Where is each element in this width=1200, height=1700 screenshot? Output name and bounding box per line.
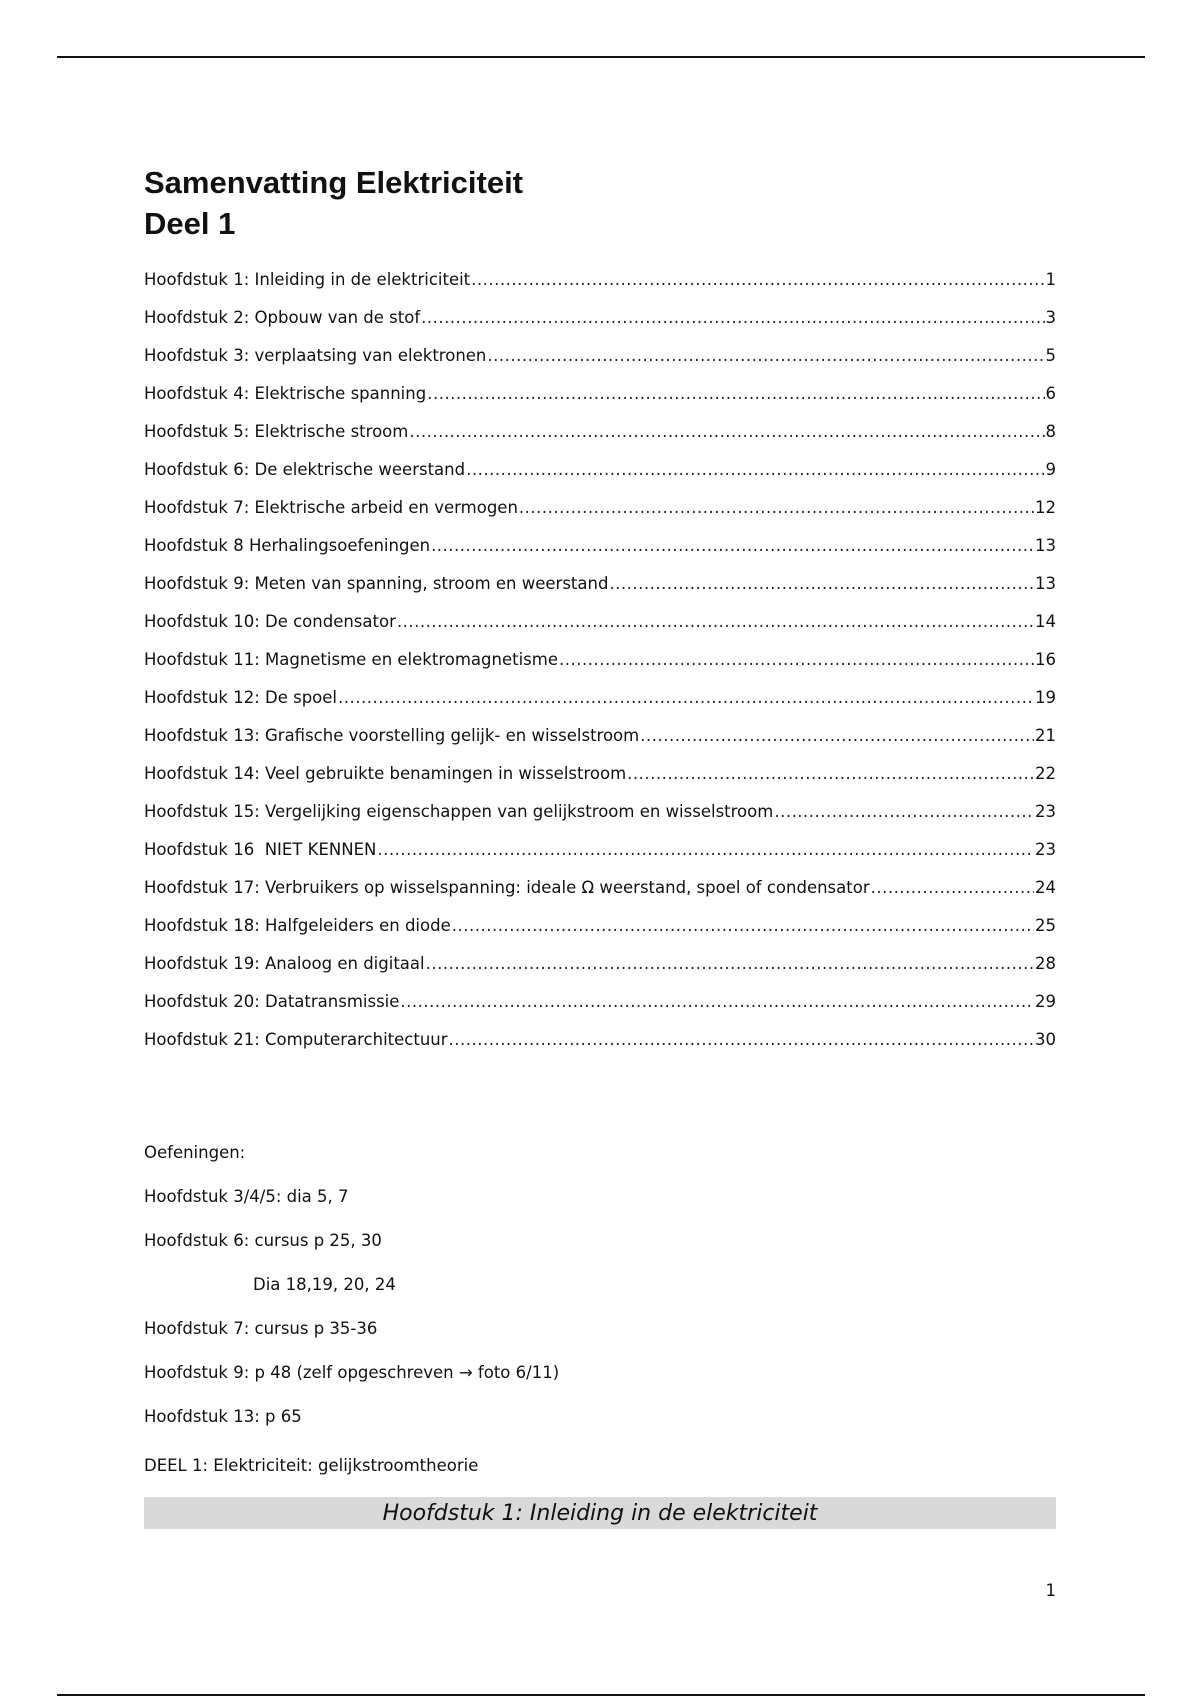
part-label: DEEL 1: Elektriciteit: gelijkstroomtheorie: [144, 1456, 479, 1475]
toc-entry-title: Hoofdstuk 16 NIET KENNEN: [144, 840, 377, 859]
exercise-line: Hoofdstuk 3/4/5: dia 5, 7: [144, 1187, 349, 1206]
toc-entry-title: Hoofdstuk 13: Grafische voorstelling gelijk- en wisselstroom: [144, 726, 640, 745]
toc-entry-page: 29: [1035, 992, 1056, 1011]
toc-entry-title: Hoofdstuk 7: Elektrische arbeid en vermogen: [144, 498, 518, 517]
toc-entry[interactable]: [144, 409, 1056, 447]
toc-entry-title: Hoofdstuk 1: Inleiding in de elektriciteit: [144, 270, 471, 289]
toc-entry-page: 1: [1045, 270, 1056, 289]
exercise-line-indented: Dia 18,19, 20, 24: [253, 1275, 396, 1294]
toc-entry-page: 3: [1045, 308, 1056, 327]
toc-entry-title: Hoofdstuk 5: Elektrische stroom: [144, 422, 409, 441]
toc-leader-dots: [559, 650, 1034, 670]
toc-entry-page: 22: [1035, 764, 1056, 783]
bottom-rule: [57, 1694, 1145, 1696]
toc-entry-page: 13: [1035, 574, 1056, 593]
page-number: 1: [1045, 1581, 1056, 1600]
toc-entry-title: Hoofdstuk 10: De condensator: [144, 612, 396, 631]
toc-leader-dots: [426, 954, 1034, 974]
toc-entry-title: Hoofdstuk 12: De spoel: [144, 688, 338, 707]
exercise-line: Hoofdstuk 13: p 65: [144, 1407, 302, 1426]
toc-entry[interactable]: [144, 903, 1056, 941]
toc-entry-title: Hoofdstuk 21: Computerarchitectuur: [144, 1030, 448, 1049]
toc-entry-page: 9: [1045, 460, 1056, 479]
toc-entry[interactable]: [144, 523, 1056, 561]
toc-leader-dots: [397, 612, 1034, 632]
toc-entry[interactable]: [144, 979, 1056, 1017]
toc-entry-page: 19: [1035, 688, 1056, 707]
document-title: [144, 162, 1056, 244]
toc-entry-page: 25: [1035, 916, 1056, 935]
toc-entry[interactable]: [144, 561, 1056, 599]
toc-entry[interactable]: [144, 789, 1056, 827]
toc-leader-dots: [377, 840, 1034, 860]
toc-entry-page: 21: [1035, 726, 1056, 745]
toc-entry[interactable]: [144, 751, 1056, 789]
toc-entry-page: 13: [1035, 536, 1056, 555]
exercise-line: Hoofdstuk 9: p 48 (zelf opgeschreven → foto 6/11): [144, 1363, 560, 1382]
toc-entry[interactable]: [144, 295, 1056, 333]
toc-entry[interactable]: [144, 827, 1056, 865]
toc-leader-dots: [466, 460, 1044, 480]
toc-entry-title: Hoofdstuk 6: De elektrische weerstand: [144, 460, 466, 479]
toc-entry-page: 30: [1035, 1030, 1056, 1049]
toc-entry-title: Hoofdstuk 17: Verbruikers op wisselspanning: ideale Ω weerstand, spoel of condensator: [144, 878, 870, 897]
toc-leader-dots: [871, 878, 1034, 898]
toc-entry-title: Hoofdstuk 8 Herhalingsoefeningen: [144, 536, 431, 555]
exercise-line: Hoofdstuk 7: cursus p 35-36: [144, 1319, 378, 1338]
toc-leader-dots: [487, 346, 1044, 366]
toc-entry[interactable]: [144, 257, 1056, 295]
toc-entry[interactable]: [144, 637, 1056, 675]
toc-entry[interactable]: [144, 865, 1056, 903]
toc-entry-page: 14: [1035, 612, 1056, 631]
toc-leader-dots: [640, 726, 1034, 746]
title-line-1: Samenvatting Elektriciteit: [144, 165, 524, 200]
toc-entry-title: Hoofdstuk 14: Veel gebruikte benamingen in wisselstroom: [144, 764, 627, 783]
toc-entry-page: 23: [1035, 840, 1056, 859]
toc-leader-dots: [431, 536, 1034, 556]
toc-entry[interactable]: [144, 333, 1056, 371]
toc-entry-page: 5: [1045, 346, 1056, 365]
toc-leader-dots: [421, 308, 1044, 328]
toc-entry-title: Hoofdstuk 15: Vergelijking eigenschappen van gelijkstroom en wisselstroom: [144, 802, 774, 821]
toc-entry[interactable]: [144, 371, 1056, 409]
toc-leader-dots: [519, 498, 1034, 518]
toc-entry[interactable]: [144, 485, 1056, 523]
toc-entry-title: Hoofdstuk 2: Opbouw van de stof: [144, 308, 421, 327]
title-line-2: Deel 1: [144, 206, 236, 241]
toc-entry-page: 23: [1035, 802, 1056, 821]
toc-entry-title: Hoofdstuk 18: Halfgeleiders en diode: [144, 916, 451, 935]
toc-entry-page: 16: [1035, 650, 1056, 669]
page-content: [144, 162, 1056, 1055]
toc-leader-dots: [627, 764, 1034, 784]
toc-leader-dots: [427, 384, 1044, 404]
toc-entry-title: Hoofdstuk 3: verplaatsing van elektronen: [144, 346, 487, 365]
toc-entry[interactable]: [144, 1017, 1056, 1055]
toc-leader-dots: [338, 688, 1034, 708]
toc-leader-dots: [449, 1030, 1034, 1050]
section-heading-text: Hoofdstuk 1: Inleiding in de elektriciteit: [382, 1500, 818, 1526]
toc-leader-dots: [471, 270, 1044, 290]
toc-entry-title: Hoofdstuk 4: Elektrische spanning: [144, 384, 427, 403]
toc-leader-dots: [609, 574, 1034, 594]
toc-leader-dots: [400, 992, 1034, 1012]
exercises-heading: Oefeningen:: [144, 1143, 246, 1162]
toc-entry[interactable]: [144, 941, 1056, 979]
toc-entry[interactable]: [144, 599, 1056, 637]
exercise-line: Hoofdstuk 6: cursus p 25, 30: [144, 1231, 382, 1250]
toc-leader-dots: [774, 802, 1034, 822]
toc-entry-page: 24: [1035, 878, 1056, 897]
section-heading: [144, 1497, 1056, 1529]
toc-entry-page: 8: [1045, 422, 1056, 441]
toc-entry-page: 12: [1035, 498, 1056, 517]
toc-leader-dots: [409, 422, 1044, 442]
toc-entry-title: Hoofdstuk 20: Datatransmissie: [144, 992, 400, 1011]
top-rule: [57, 56, 1145, 58]
toc-entry-title: Hoofdstuk 9: Meten van spanning, stroom en weerstand: [144, 574, 609, 593]
toc-entry[interactable]: [144, 713, 1056, 751]
exercises-section: [144, 1143, 1056, 1449]
toc-entry-page: 28: [1035, 954, 1056, 973]
toc-entry-page: 6: [1045, 384, 1056, 403]
toc-leader-dots: [452, 916, 1034, 936]
toc-entry-title: Hoofdstuk 19: Analoog en digitaal: [144, 954, 425, 973]
toc-entry-title: Hoofdstuk 11: Magnetisme en elektromagnetisme: [144, 650, 558, 669]
toc-entry[interactable]: [144, 447, 1056, 485]
table-of-contents: [144, 257, 1056, 1055]
toc-entry[interactable]: [144, 675, 1056, 713]
